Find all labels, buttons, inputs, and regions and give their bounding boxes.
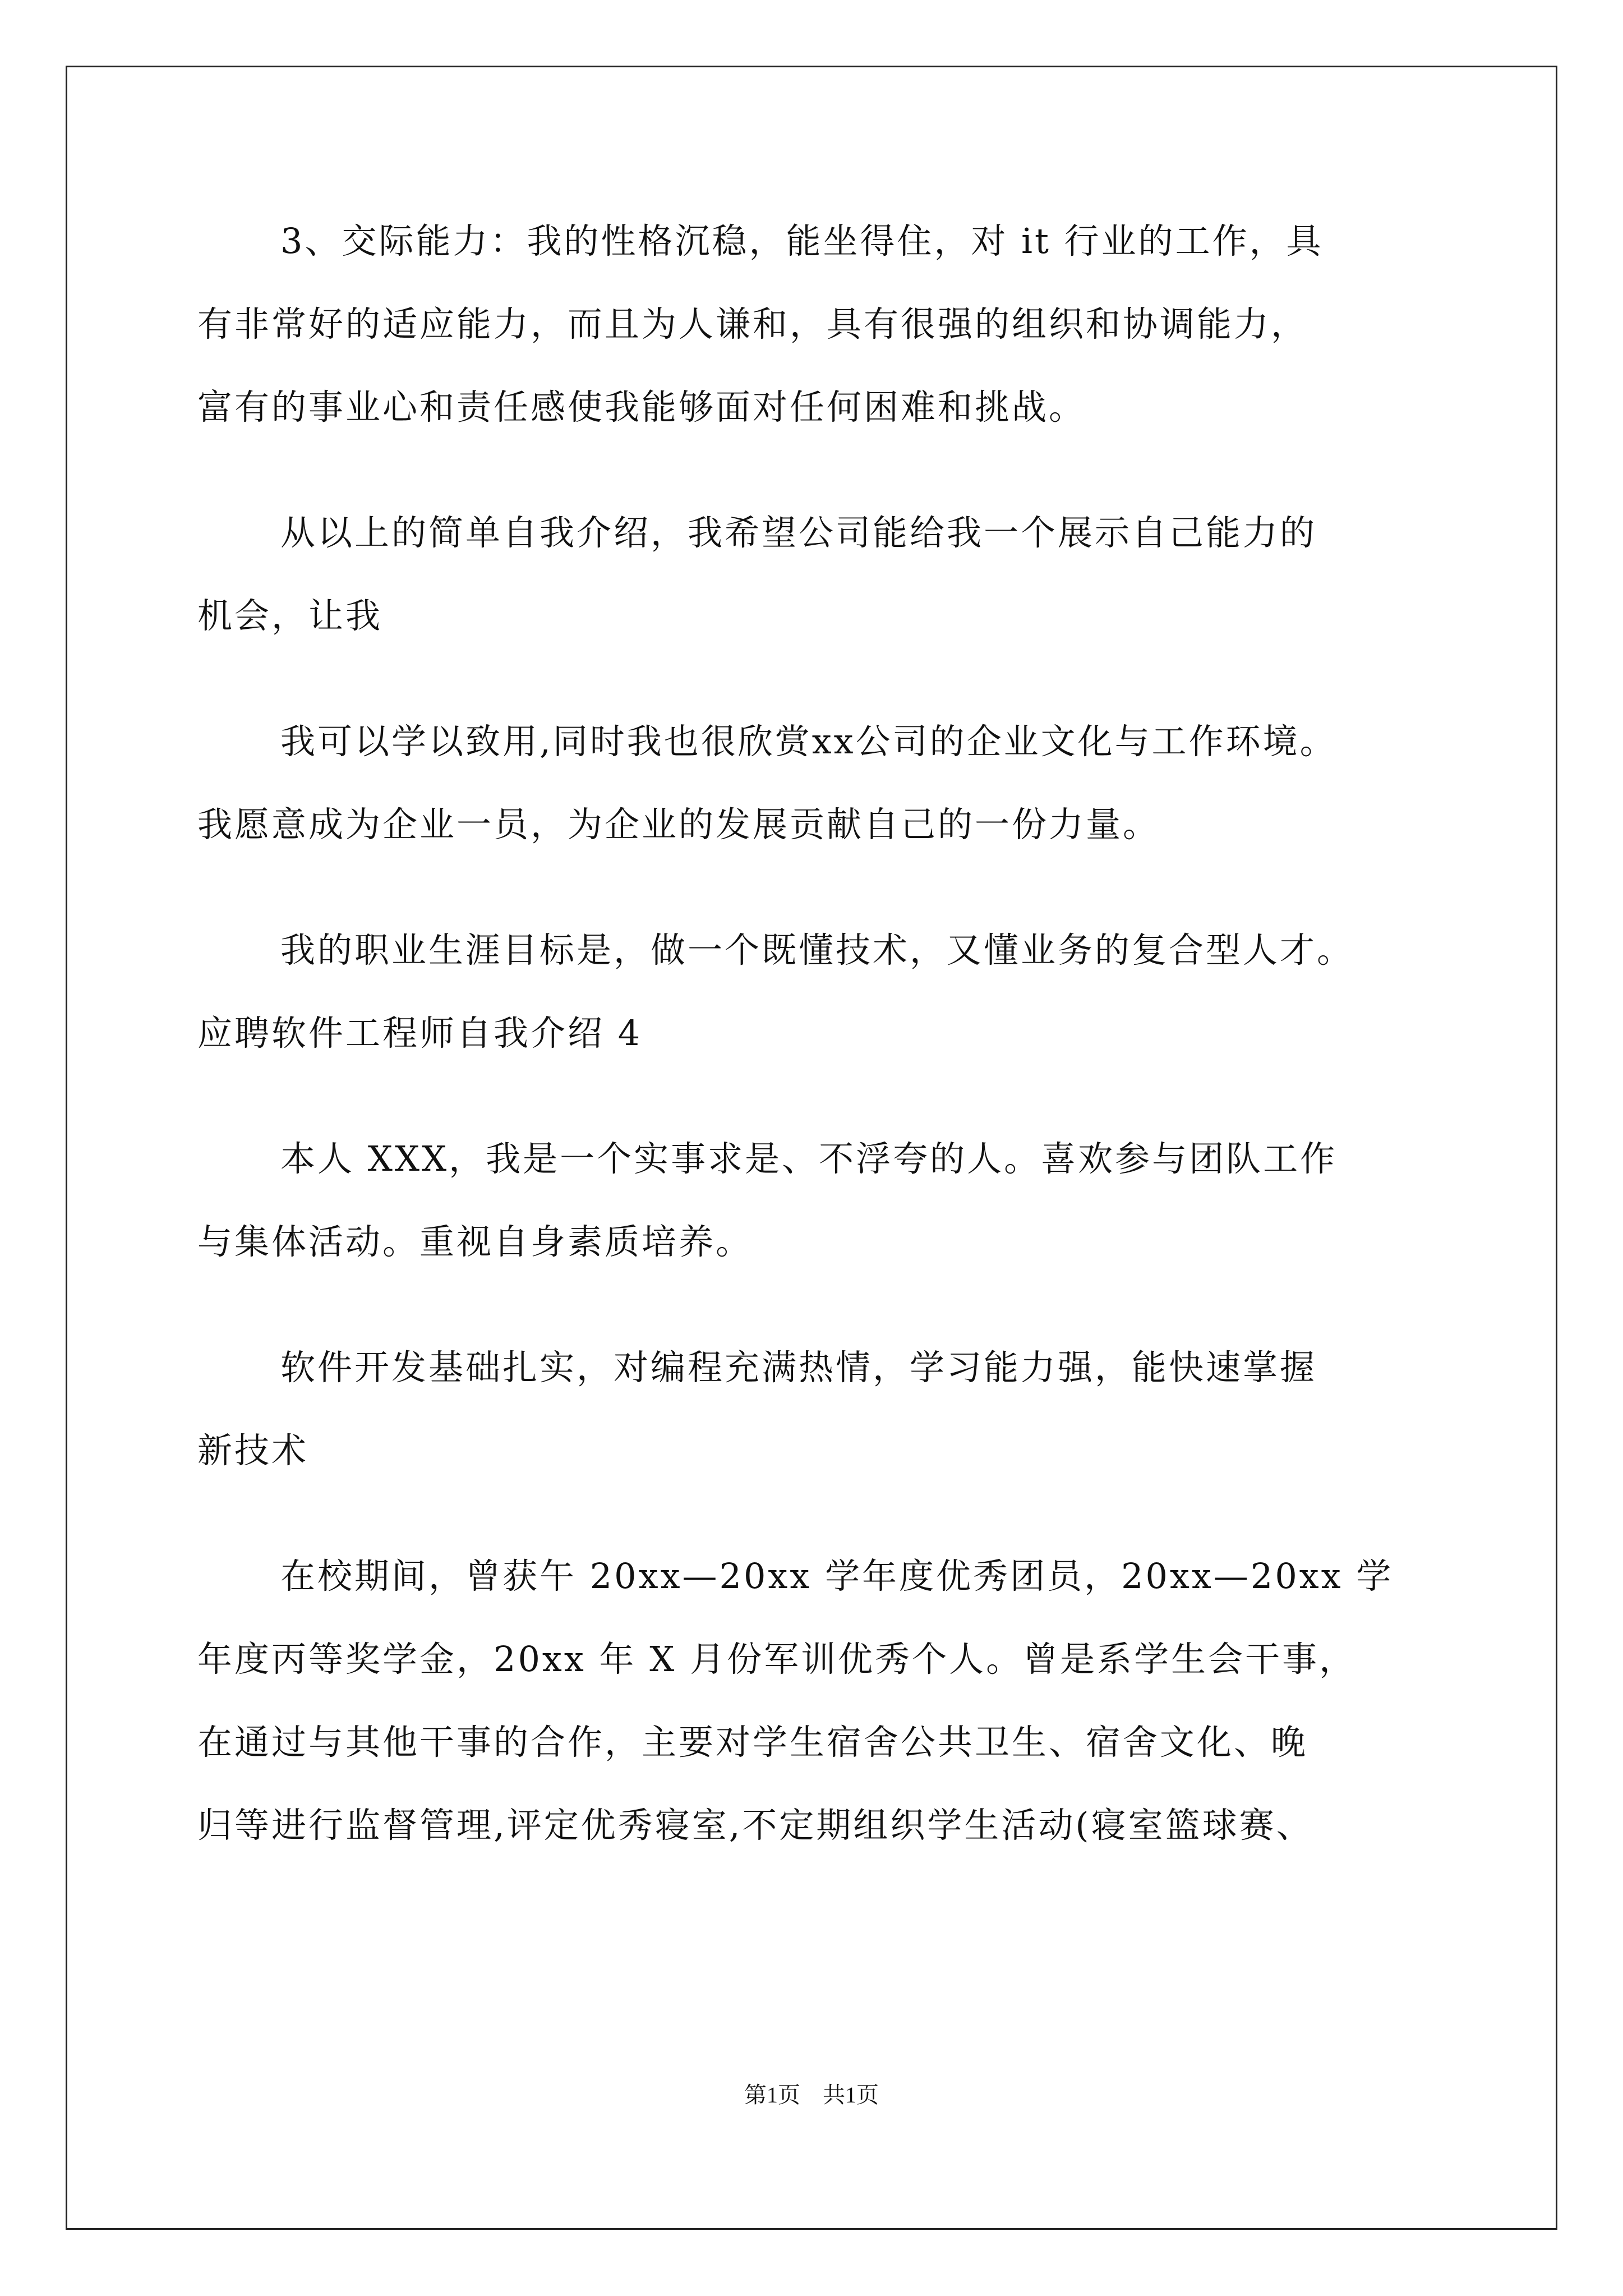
text-line: 3、交际能力：我的性格沉稳，能坐得住，对 it 行业的工作，具 xyxy=(280,220,1324,261)
text-line: 我愿意成为企业一员，为企业的发展贡献自己的一份力量。 xyxy=(197,804,1160,845)
text-line: 从以上的简单自我介绍，我希望公司能给我一个展示自己能力的 xyxy=(280,512,1317,553)
text-line: 机会，让我 xyxy=(197,595,383,636)
text-line: 我的职业生涯目标是，做一个既懂技术，又懂业务的复合型人才。 xyxy=(280,930,1354,970)
text-line: 与集体活动。重视自身素质培养。 xyxy=(197,1221,753,1262)
text-line: 本人 XXX，我是一个实事求是、不浮夸的人。喜欢参与团队工作 xyxy=(280,1138,1338,1179)
text-line: 年度丙等奖学金，20xx 年 X 月份军训优秀个人。曾是系学生会干事， xyxy=(197,1639,1357,1680)
text-line: 软件开发基础扎实，对编程充满热情，学习能力强，能快速掌握 xyxy=(280,1347,1317,1388)
text-line: 在校期间，曾获午 20xx—20xx 学年度优秀团员，20xx—20xx 学 xyxy=(280,1556,1394,1596)
text-line: 富有的事业心和责任感使我能够面对任何困难和挑战。 xyxy=(197,386,1086,427)
page-number: 第1页 共1页 xyxy=(744,2082,879,2108)
text-line: 有非常好的适应能力，而且为人谦和，具有很强的组织和协调能力， xyxy=(197,303,1308,344)
text-line: 新技术 xyxy=(197,1430,309,1471)
section-heading: 应聘软件工程师自我介绍 4 xyxy=(197,1013,643,1053)
text-line: 我可以学以致用,同时我也很欣赏xx公司的企业文化与工作环境。 xyxy=(280,721,1337,762)
text-line: 在通过与其他干事的合作，主要对学生宿舍公共卫生、宿舍文化、晚 xyxy=(197,1722,1308,1763)
text-line: 归等进行监督管理,评定优秀寝室,不定期组织学生活动(寝室篮球赛、 xyxy=(197,1805,1313,1846)
